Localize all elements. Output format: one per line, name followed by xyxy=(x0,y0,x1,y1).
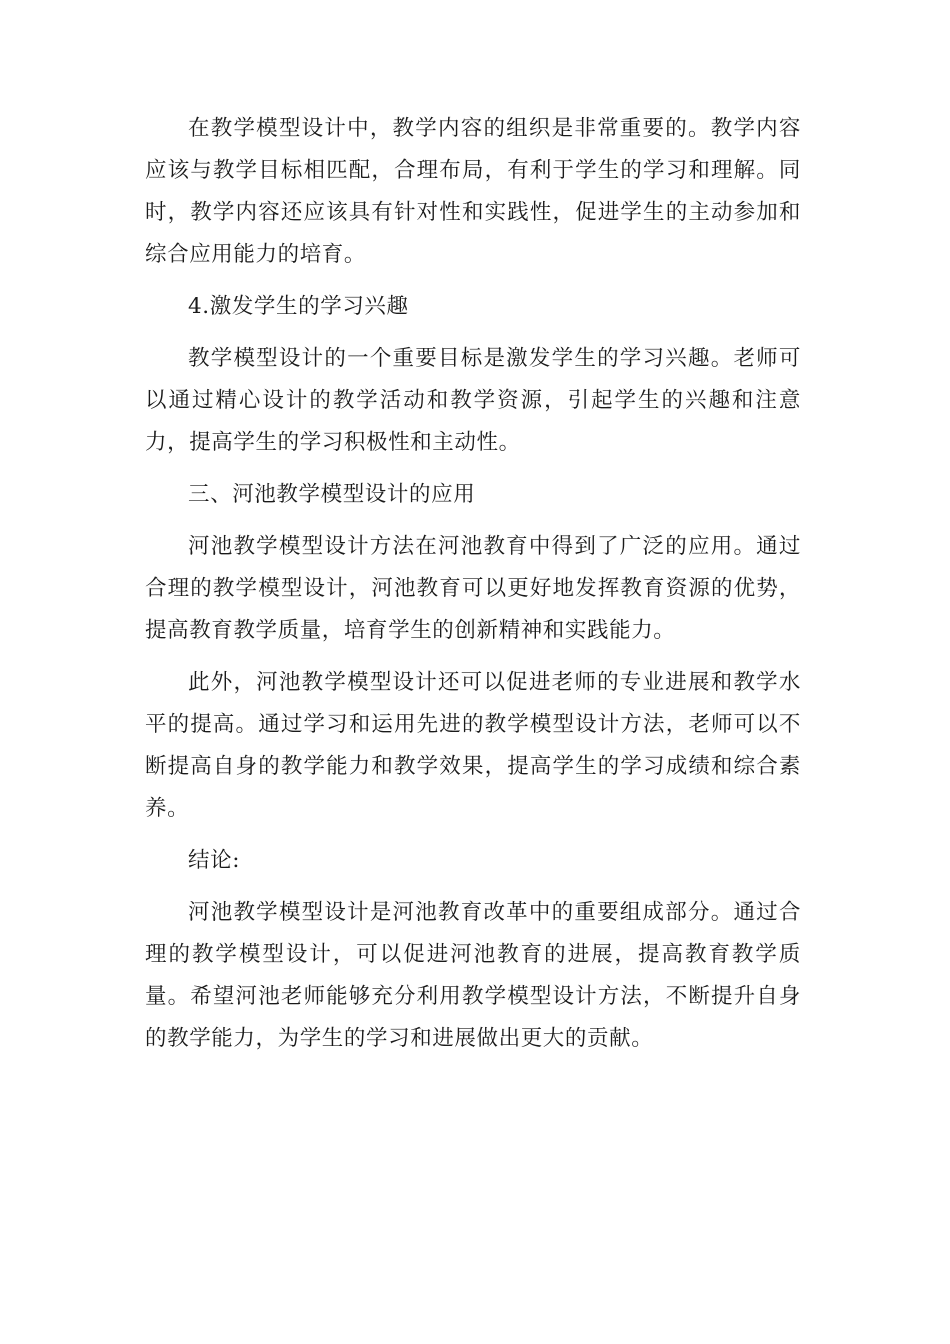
paragraph-interest: 教学模型设计的一个重要目标是激发学生的学习兴趣。老师可以通过精心设计的教学活动和教学资源，引起学生的兴趣和注意力，提高学生的学习积极性和主动性。 xyxy=(145,346,801,455)
paragraph-application: 河池教学模型设计方法在河池教育中得到了广泛的应用。通过合理的教学模型设计，河池教育可以更好地发挥教育资源的优势，提高教育教学质量，培育学生的创新精神和实践能力。 xyxy=(145,534,801,643)
section-heading-conclusion: 结论: xyxy=(188,848,241,873)
document-body xyxy=(145,108,801,1070)
section-heading-application: 三、河池教学模型设计的应用 xyxy=(188,482,476,507)
paragraph-conclusion: 河池教学模型设计是河池教育改革中的重要组成部分。通过合理的教学模型设计，可以促进河池教育的进展，提高教育教学质量。希望河池老师能够充分利用教学模型设计方法，不断提升自身的教学能力，为学生的学习和进展做出更大的贡献。 xyxy=(145,900,801,1051)
section-heading-interest: 4.激发学生的学习兴趣 xyxy=(188,294,409,319)
paragraph-teacher-development: 此外，河池教学模型设计还可以促进老师的专业进展和教学水平的提高。通过学习和运用先进的教学模型设计方法，老师可以不断提高自身的教学能力和教学效果，提高学生的学习成绩和综合素养。 xyxy=(145,670,801,821)
paragraph-content-organization: 在教学模型设计中，教学内容的组织是非常重要的。教学内容应该与教学目标相匹配，合理布局，有利于学生的学习和理解。同时，教学内容还应该具有针对性和实践性，促进学生的主动参加和综合应用能力的培育。 xyxy=(145,116,801,267)
